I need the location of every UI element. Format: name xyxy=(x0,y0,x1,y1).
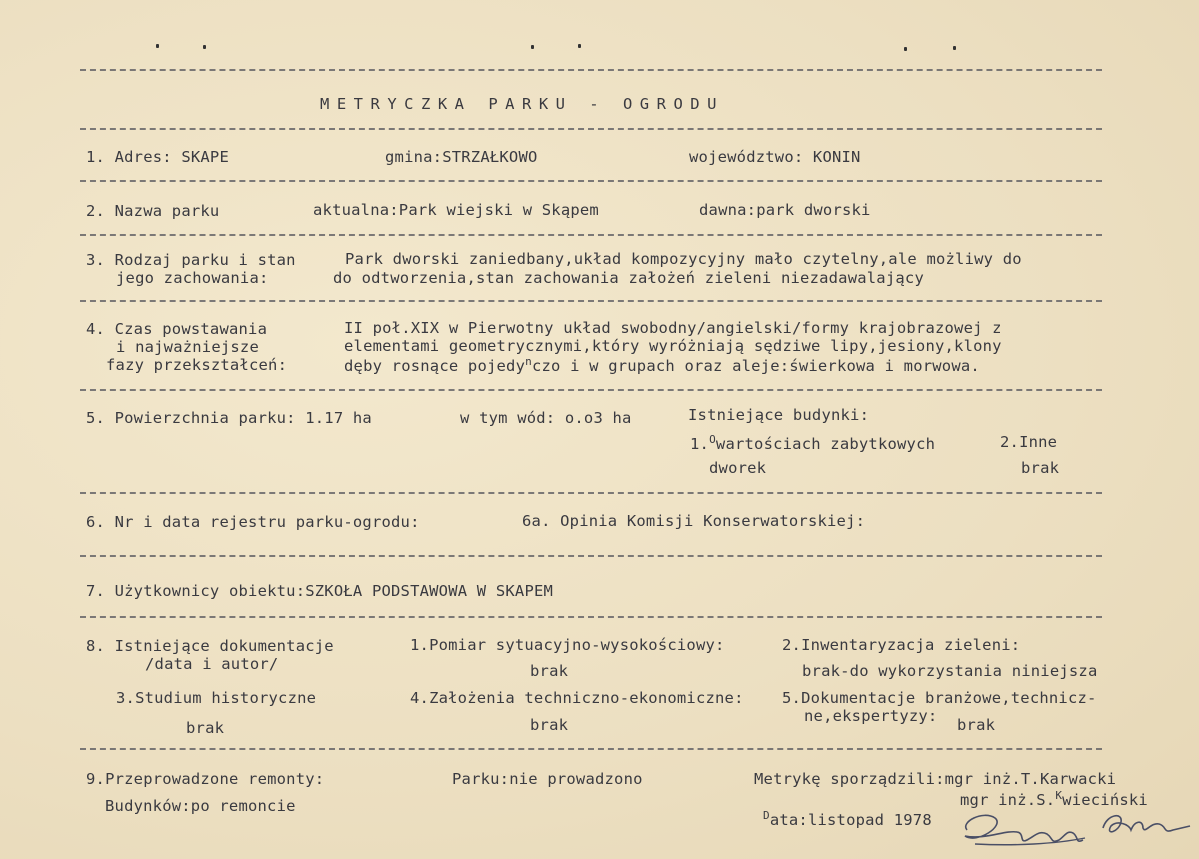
doc-inventory-value: brak-do wykorzystania niniejsza xyxy=(802,662,1098,680)
page-title: METRYCZKA PARKU - OGRODU xyxy=(320,95,724,113)
divider xyxy=(80,234,1102,236)
repairs-label: 9.Przeprowadzone remonty: xyxy=(86,770,325,788)
monument-buildings: 1.$^O$wartościach zabytkowych xyxy=(690,433,936,454)
divider xyxy=(80,616,1102,618)
doc-history-study-value: brak xyxy=(186,719,225,737)
ink-speck xyxy=(531,45,534,49)
other-buildings: 2.Inne xyxy=(1000,433,1058,451)
other-buildings-value: brak xyxy=(1021,459,1060,477)
authors-cont: mgr inż.S.$^K$wieciński xyxy=(960,789,1148,810)
doc-technical-value: brak xyxy=(530,716,569,734)
authors: Metrykę sporządzili:mgr inż.T.Karwacki xyxy=(754,770,1117,788)
park-area: 5. Powierzchnia parku: 1.17 ha xyxy=(86,409,372,427)
doc-survey-value: brak xyxy=(530,662,569,680)
park-type-label-cont: jego zachowania: xyxy=(116,269,269,287)
divider xyxy=(80,69,1102,71)
voivodeship: województwo: KONIN xyxy=(689,148,861,166)
history-label-cont: i najważniejsze xyxy=(116,338,259,356)
divider xyxy=(80,128,1102,130)
ink-speck xyxy=(578,44,581,48)
buildings-label: Istniejące budynki: xyxy=(688,406,870,424)
ink-speck xyxy=(156,44,159,48)
gmina: gmina:STRZAŁKOWO xyxy=(385,148,538,166)
doc-technical: 4.Założenia techniczno-ekonomiczne: xyxy=(410,689,744,707)
building-repairs: Budynków:po remoncie xyxy=(105,797,296,815)
register-label: 6. Nr i data rejestru parku-ogrodu: xyxy=(86,513,420,531)
history-label: 4. Czas powstawania xyxy=(86,320,268,338)
water-area: w tym wód: o.o3 ha xyxy=(460,409,632,427)
park-repairs: Parku:nie prowadzono xyxy=(452,770,643,788)
documentation-label-cont: /data i autor/ xyxy=(145,655,279,673)
divider xyxy=(80,555,1102,557)
divider xyxy=(80,389,1102,391)
doc-branch: 5.Dokumentacje branżowe,technicz- xyxy=(782,689,1097,707)
history-text: elementami geometrycznymi,który wyróżniają sędziwe lipy,jesiony,klony xyxy=(344,337,1002,355)
history-label-cont: fazy przekształceń: xyxy=(106,356,288,374)
divider xyxy=(80,300,1102,302)
commission-opinion-label: 6a. Opinia Komisji Konserwatorskiej: xyxy=(522,512,866,530)
doc-survey: 1.Pomiar sytuacyjno-wysokościowy: xyxy=(410,636,725,654)
park-type-text: do odtworzenia,stan zachowania założeń zieleni niezadawalający xyxy=(333,269,924,287)
park-type-text: Park dworski zaniedbany,układ kompozycyjny mało czytelny,ale możliwy do xyxy=(345,250,1022,268)
park-name-current: aktualna:Park wiejski w Skąpem xyxy=(313,201,599,219)
address: 1. Adres: SKAPE xyxy=(86,148,229,166)
history-text: II poł.XIX w Pierwotny układ swobodny/angielski/formy krajobrazowej z xyxy=(344,319,1002,337)
document-date: $^D$ata:listopad 1978 xyxy=(763,809,932,830)
doc-inventory: 2.Inwentaryzacja zieleni: xyxy=(782,636,1021,654)
park-type-label: 3. Rodzaj parku i stan xyxy=(86,251,296,269)
monument-buildings-value: dworek xyxy=(709,459,767,477)
park-name-former: dawna:park dworski xyxy=(699,201,871,219)
divider xyxy=(80,748,1102,750)
park-name-label: 2. Nazwa parku xyxy=(86,202,220,220)
documentation-label: 8. Istniejące dokumentacje xyxy=(86,637,334,655)
ink-speck xyxy=(953,46,956,50)
users-label: 7. Użytkownicy obiektu:SZKOŁA PODSTAWOWA W SKAPEM xyxy=(86,582,554,600)
doc-history-study: 3.Studium historyczne xyxy=(116,689,317,707)
handwritten-signature xyxy=(955,800,1195,855)
ink-speck xyxy=(904,47,907,51)
doc-branch-value: brak xyxy=(957,716,996,734)
history-text: dęby rosnące pojedy$^n$czo i w grupach oraz aleje:świerkowa i morwowa. xyxy=(344,355,980,376)
ink-speck xyxy=(203,45,206,49)
divider xyxy=(80,180,1102,182)
divider xyxy=(80,492,1102,494)
doc-branch-cont: ne,ekspertyzy: xyxy=(804,707,938,725)
